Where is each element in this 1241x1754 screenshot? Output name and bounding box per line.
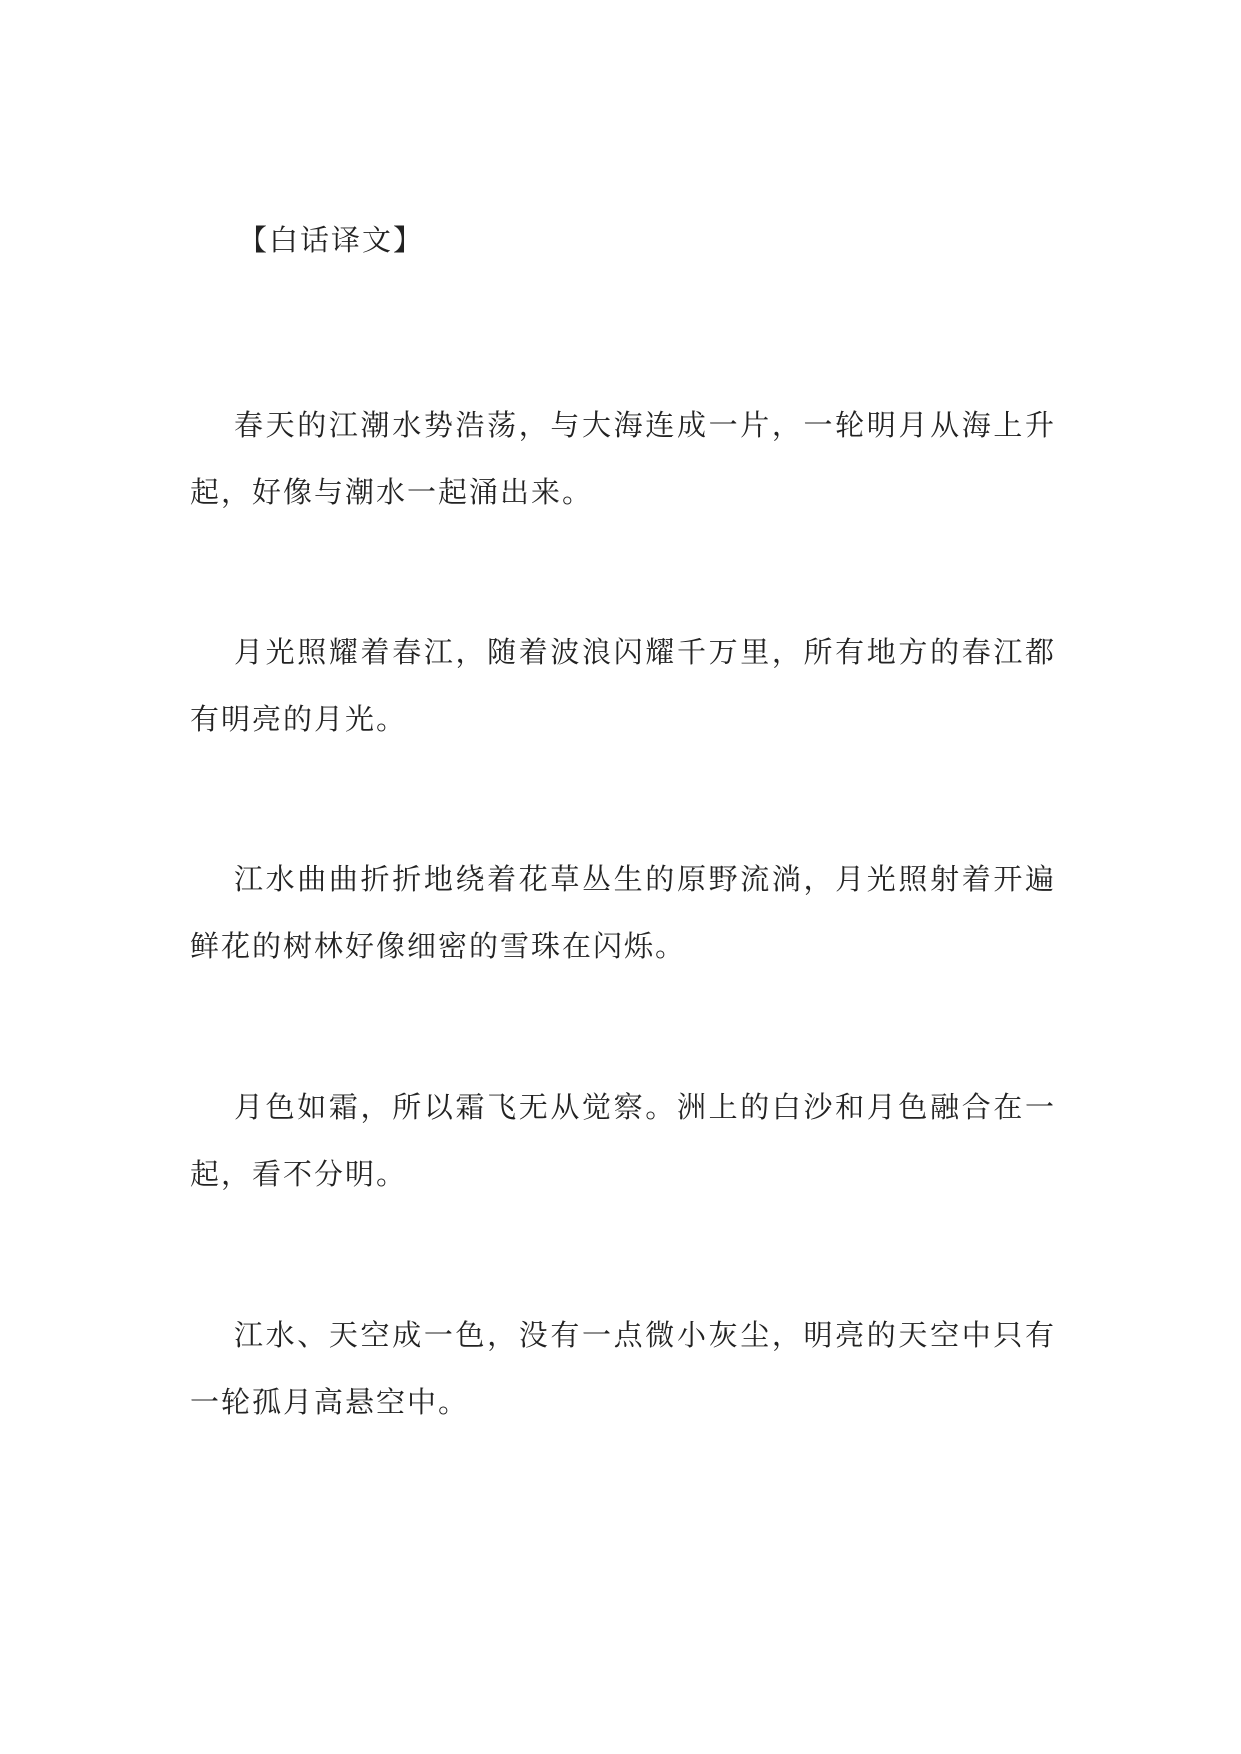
paragraph-5: 江水、天空成一色，没有一点微小灰尘，明亮的天空中只有一轮孤月高悬空中。 (190, 1318, 1056, 1419)
paragraph-4: 月色如霜，所以霜飞无从觉察。洲上的白沙和月色融合在一起，看不分明。 (190, 1090, 1056, 1191)
section-heading: 【白话译文】 (238, 223, 425, 257)
paragraph-2: 月光照耀着春江，随着波浪闪耀千万里，所有地方的春江都有明亮的月光。 (190, 635, 1056, 736)
paragraph-1: 春天的江潮水势浩荡，与大海连成一片，一轮明月从海上升起，好像与潮水一起涌出来。 (190, 408, 1056, 509)
paragraph-3: 江水曲曲折折地绕着花草丛生的原野流淌，月光照射着开遍鲜花的树林好像细密的雪珠在闪烁。 (190, 862, 1056, 963)
